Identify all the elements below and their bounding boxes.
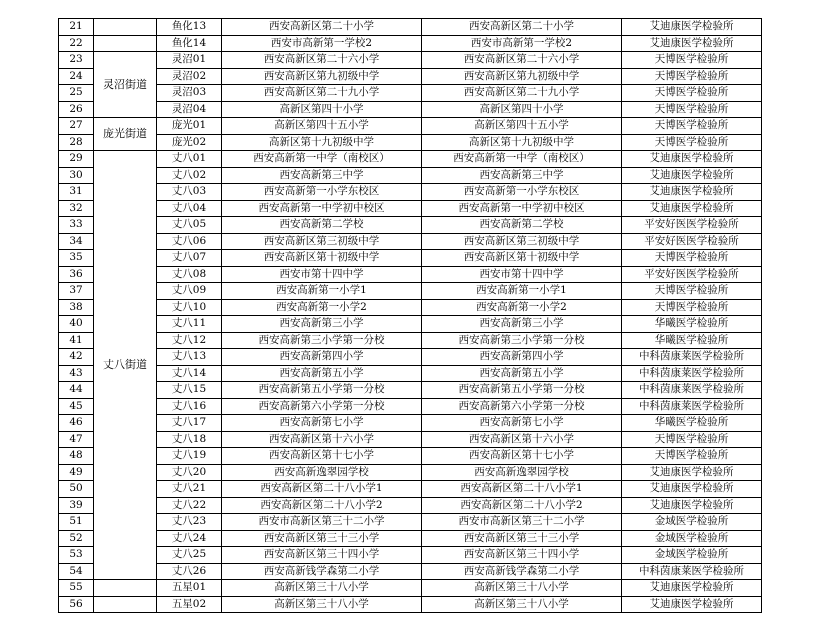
- table-row: [59, 497, 762, 514]
- sampling-site: 西安高新区第十初级中学: [422, 250, 622, 267]
- testing-lab: 华曦医学检验所: [622, 316, 762, 333]
- table-row: [59, 200, 762, 217]
- testing-lab: 平安好医医学检验所: [622, 233, 762, 250]
- table-row: [59, 101, 762, 118]
- row-number: 49: [59, 464, 94, 481]
- row-number: 44: [59, 382, 94, 399]
- testing-lab: 中科茵康莱医学检验所: [622, 563, 762, 580]
- row-number: 37: [59, 283, 94, 300]
- row-number: 50: [59, 481, 94, 498]
- table-row: [59, 217, 762, 234]
- row-number: 40: [59, 316, 94, 333]
- testing-lab: 平安好医医学检验所: [622, 266, 762, 283]
- sampling-site: 西安高新逸翠园学校: [422, 464, 622, 481]
- testing-lab: 天博医学检验所: [622, 250, 762, 267]
- street-name-cell: [94, 580, 157, 597]
- table-row: [59, 382, 762, 399]
- testing-lab: 金域医学检验所: [622, 547, 762, 564]
- school-name: 西安高新第二学校: [222, 217, 422, 234]
- row-number: 21: [59, 19, 94, 36]
- row-number: 29: [59, 151, 94, 168]
- table-row: [59, 167, 762, 184]
- table-row: [59, 580, 762, 597]
- row-number: 22: [59, 35, 94, 52]
- testing-lab: 艾迪康医学检验所: [622, 596, 762, 613]
- site-code: 丈八09: [157, 283, 222, 300]
- site-code: 丈八25: [157, 547, 222, 564]
- sampling-site: 西安市第十四中学: [422, 266, 622, 283]
- site-code: 丈八16: [157, 398, 222, 415]
- sampling-site: 西安高新第一小学1: [422, 283, 622, 300]
- testing-lab: 平安好医医学检验所: [622, 217, 762, 234]
- school-name: 西安高新第三中学: [222, 167, 422, 184]
- testing-lab: 艾迪康医学检验所: [622, 35, 762, 52]
- row-number: 38: [59, 299, 94, 316]
- testing-lab: 华曦医学检验所: [622, 332, 762, 349]
- school-name: 西安市高新第一学校2: [222, 35, 422, 52]
- sampling-site: 西安高新区第三十三小学: [422, 530, 622, 547]
- row-number: 27: [59, 118, 94, 135]
- row-number: 47: [59, 431, 94, 448]
- site-code: 丈八26: [157, 563, 222, 580]
- site-code: 庞光01: [157, 118, 222, 135]
- school-name: 西安高新区第二十九小学: [222, 85, 422, 102]
- row-number: 33: [59, 217, 94, 234]
- sampling-site: 西安市高新区第三十二小学: [422, 514, 622, 531]
- school-name: 西安高新第三小学: [222, 316, 422, 333]
- testing-lab: 金域医学检验所: [622, 530, 762, 547]
- row-number: 51: [59, 514, 94, 531]
- school-name: 西安高新第五小学第一分校: [222, 382, 422, 399]
- row-number: 39: [59, 497, 94, 514]
- testing-lab: 艾迪康医学检验所: [622, 19, 762, 36]
- table-row: [59, 35, 762, 52]
- school-name: 西安高新区第二十八小学1: [222, 481, 422, 498]
- testing-lab: 中科茵康莱医学检验所: [622, 349, 762, 366]
- site-code: 丈八08: [157, 266, 222, 283]
- testing-lab: 天博医学检验所: [622, 283, 762, 300]
- street-name-cell: 庞光街道: [94, 118, 157, 151]
- site-code: 丈八05: [157, 217, 222, 234]
- table-row: [59, 332, 762, 349]
- site-code: 丈八23: [157, 514, 222, 531]
- table-row: [59, 547, 762, 564]
- school-name: 高新区第十九初级中学: [222, 134, 422, 151]
- sampling-site: 西安高新第一小学东校区: [422, 184, 622, 201]
- row-number: 53: [59, 547, 94, 564]
- row-number: 26: [59, 101, 94, 118]
- site-code: 灵沼01: [157, 52, 222, 69]
- table-row: [59, 233, 762, 250]
- school-name: 西安高新第六小学第一分校: [222, 398, 422, 415]
- sampling-site: 西安高新区第九初级中学: [422, 68, 622, 85]
- site-code: 丈八03: [157, 184, 222, 201]
- sampling-site: 西安高新第五小学: [422, 365, 622, 382]
- table-row: [59, 134, 762, 151]
- school-name: 西安高新第一小学东校区: [222, 184, 422, 201]
- table-body: [59, 19, 762, 613]
- sampling-site: 西安高新第三中学: [422, 167, 622, 184]
- sampling-site: 西安高新第三小学: [422, 316, 622, 333]
- sampling-site: 西安高新第二学校: [422, 217, 622, 234]
- sampling-site: 高新区第四十五小学: [422, 118, 622, 135]
- testing-lab: 艾迪康医学检验所: [622, 497, 762, 514]
- testing-lab: 天博医学检验所: [622, 101, 762, 118]
- sampling-site: 高新区第三十八小学: [422, 596, 622, 613]
- school-name: 西安市第十四中学: [222, 266, 422, 283]
- testing-lab: 艾迪康医学检验所: [622, 464, 762, 481]
- testing-lab: 天博医学检验所: [622, 448, 762, 465]
- sampling-site: 高新区第三十八小学: [422, 580, 622, 597]
- school-name: 西安市高新区第三十二小学: [222, 514, 422, 531]
- site-code: 丈八15: [157, 382, 222, 399]
- table-row: [59, 266, 762, 283]
- site-code: 丈八22: [157, 497, 222, 514]
- school-name: 高新区第四十小学: [222, 101, 422, 118]
- site-code: 丈八01: [157, 151, 222, 168]
- site-code: 五星02: [157, 596, 222, 613]
- row-number: 55: [59, 580, 94, 597]
- testing-lab: 艾迪康医学检验所: [622, 167, 762, 184]
- sampling-site: 西安高新区第十七小学: [422, 448, 622, 465]
- table-row: [59, 365, 762, 382]
- school-name: 高新区第三十八小学: [222, 596, 422, 613]
- school-name: 西安高新第一小学1: [222, 283, 422, 300]
- sampling-site: 西安高新第五小学第一分校: [422, 382, 622, 399]
- school-name: 西安高新第一中学初中校区: [222, 200, 422, 217]
- testing-lab: 天博医学检验所: [622, 52, 762, 69]
- site-code: 丈八02: [157, 167, 222, 184]
- street-name-cell: 丈八街道: [94, 151, 157, 580]
- row-number: 31: [59, 184, 94, 201]
- testing-lab: 天博医学检验所: [622, 134, 762, 151]
- table-row: [59, 283, 762, 300]
- site-code: 丈八19: [157, 448, 222, 465]
- site-code: 灵沼02: [157, 68, 222, 85]
- row-number: 46: [59, 415, 94, 432]
- school-name: 西安高新第三小学第一分校: [222, 332, 422, 349]
- testing-lab: 天博医学检验所: [622, 299, 762, 316]
- school-name: 西安高新第五小学: [222, 365, 422, 382]
- sampling-site: 西安高新第一中学（南校区）: [422, 151, 622, 168]
- row-number: 23: [59, 52, 94, 69]
- school-name: 高新区第三十八小学: [222, 580, 422, 597]
- row-number: 35: [59, 250, 94, 267]
- testing-lab: 艾迪康医学检验所: [622, 481, 762, 498]
- table-row: [59, 118, 762, 135]
- table-row: [59, 250, 762, 267]
- row-number: 36: [59, 266, 94, 283]
- school-name: 西安高新钱学森第二小学: [222, 563, 422, 580]
- sampling-site: 高新区第四十小学: [422, 101, 622, 118]
- row-number: 56: [59, 596, 94, 613]
- testing-lab: 艾迪康医学检验所: [622, 200, 762, 217]
- school-name: 高新区第四十五小学: [222, 118, 422, 135]
- row-number: 43: [59, 365, 94, 382]
- site-code: 灵沼03: [157, 85, 222, 102]
- sampling-site: 西安高新第一小学2: [422, 299, 622, 316]
- sampling-site: 西安高新区第二十小学: [422, 19, 622, 36]
- table-row: [59, 349, 762, 366]
- row-number: 28: [59, 134, 94, 151]
- sampling-site: 西安高新第七小学: [422, 415, 622, 432]
- row-number: 24: [59, 68, 94, 85]
- table-row: [59, 448, 762, 465]
- street-name-cell: [94, 19, 157, 36]
- sampling-site: 西安高新钱学森第二小学: [422, 563, 622, 580]
- row-number: 48: [59, 448, 94, 465]
- testing-lab: 天博医学检验所: [622, 68, 762, 85]
- sampling-site: 西安高新区第三十四小学: [422, 547, 622, 564]
- site-code: 丈八06: [157, 233, 222, 250]
- testing-lab: 华曦医学检验所: [622, 415, 762, 432]
- site-code: 丈八18: [157, 431, 222, 448]
- testing-lab: 天博医学检验所: [622, 85, 762, 102]
- site-code: 丈八13: [157, 349, 222, 366]
- school-name: 西安高新区第二十六小学: [222, 52, 422, 69]
- street-name-cell: [94, 35, 157, 52]
- site-code: 灵沼04: [157, 101, 222, 118]
- table-row: [59, 316, 762, 333]
- site-code: 丈八21: [157, 481, 222, 498]
- sampling-site: 西安市高新第一学校2: [422, 35, 622, 52]
- school-name: 西安高新第七小学: [222, 415, 422, 432]
- site-code: 鱼化13: [157, 19, 222, 36]
- site-code: 庞光02: [157, 134, 222, 151]
- site-code: 鱼化14: [157, 35, 222, 52]
- table-row: [59, 415, 762, 432]
- school-name: 西安高新第一中学（南校区）: [222, 151, 422, 168]
- testing-lab: 艾迪康医学检验所: [622, 151, 762, 168]
- sampling-site: 西安高新区第二十九小学: [422, 85, 622, 102]
- site-code: 丈八20: [157, 464, 222, 481]
- site-code: 丈八11: [157, 316, 222, 333]
- table-row: [59, 481, 762, 498]
- sampling-site: 高新区第十九初级中学: [422, 134, 622, 151]
- testing-lab: 艾迪康医学检验所: [622, 184, 762, 201]
- row-number: 30: [59, 167, 94, 184]
- table-row: [59, 431, 762, 448]
- sampling-site: 西安高新第一中学初中校区: [422, 200, 622, 217]
- sampling-site: 西安高新区第二十六小学: [422, 52, 622, 69]
- testing-lab: 天博医学检验所: [622, 118, 762, 135]
- sampling-site: 西安高新第四小学: [422, 349, 622, 366]
- school-name: 西安高新第一小学2: [222, 299, 422, 316]
- sampling-site: 西安高新区第二十八小学1: [422, 481, 622, 498]
- table-row: [59, 596, 762, 613]
- school-name: 西安高新区第十初级中学: [222, 250, 422, 267]
- school-name: 西安高新区第二十八小学2: [222, 497, 422, 514]
- site-code: 丈八04: [157, 200, 222, 217]
- sampling-site: 西安高新第三小学第一分校: [422, 332, 622, 349]
- school-name: 西安高新区第三初级中学: [222, 233, 422, 250]
- table-row: [59, 184, 762, 201]
- testing-lab: 中科茵康莱医学检验所: [622, 398, 762, 415]
- school-name: 西安高新第四小学: [222, 349, 422, 366]
- school-name: 西安高新区第十七小学: [222, 448, 422, 465]
- row-number: 32: [59, 200, 94, 217]
- school-name: 西安高新区第十六小学: [222, 431, 422, 448]
- row-number: 45: [59, 398, 94, 415]
- site-code: 丈八14: [157, 365, 222, 382]
- site-code: 丈八12: [157, 332, 222, 349]
- school-name: 西安高新区第九初级中学: [222, 68, 422, 85]
- site-code: 丈八17: [157, 415, 222, 432]
- row-number: 52: [59, 530, 94, 547]
- row-number: 54: [59, 563, 94, 580]
- site-code: 丈八10: [157, 299, 222, 316]
- sampling-site: 西安高新区第二十八小学2: [422, 497, 622, 514]
- sampling-site: 西安高新第六小学第一分校: [422, 398, 622, 415]
- site-code: 五星01: [157, 580, 222, 597]
- table-row: [59, 19, 762, 36]
- school-name: 西安高新区第三十四小学: [222, 547, 422, 564]
- table-row: [59, 299, 762, 316]
- row-number: 41: [59, 332, 94, 349]
- school-name: 西安高新区第二十小学: [222, 19, 422, 36]
- testing-lab: 艾迪康医学检验所: [622, 580, 762, 597]
- school-name: 西安高新区第三十三小学: [222, 530, 422, 547]
- table-row: [59, 151, 762, 168]
- street-name-cell: [94, 596, 157, 613]
- sampling-site: 西安高新区第十六小学: [422, 431, 622, 448]
- table-row: [59, 52, 762, 69]
- sampling-site: 西安高新区第三初级中学: [422, 233, 622, 250]
- table-row: [59, 464, 762, 481]
- table-row: [59, 85, 762, 102]
- table-row: [59, 530, 762, 547]
- testing-lab: 中科茵康莱医学检验所: [622, 382, 762, 399]
- testing-lab: 中科茵康莱医学检验所: [622, 365, 762, 382]
- testing-site-table: [58, 18, 762, 613]
- school-name: 西安高新逸翠园学校: [222, 464, 422, 481]
- table-row: [59, 563, 762, 580]
- table-row: [59, 398, 762, 415]
- table-row: [59, 514, 762, 531]
- site-code: 丈八24: [157, 530, 222, 547]
- table-row: [59, 68, 762, 85]
- row-number: 34: [59, 233, 94, 250]
- street-name-cell: 灵沼街道: [94, 52, 157, 118]
- row-number: 25: [59, 85, 94, 102]
- row-number: 42: [59, 349, 94, 366]
- site-code: 丈八07: [157, 250, 222, 267]
- testing-lab: 天博医学检验所: [622, 431, 762, 448]
- testing-lab: 金域医学检验所: [622, 514, 762, 531]
